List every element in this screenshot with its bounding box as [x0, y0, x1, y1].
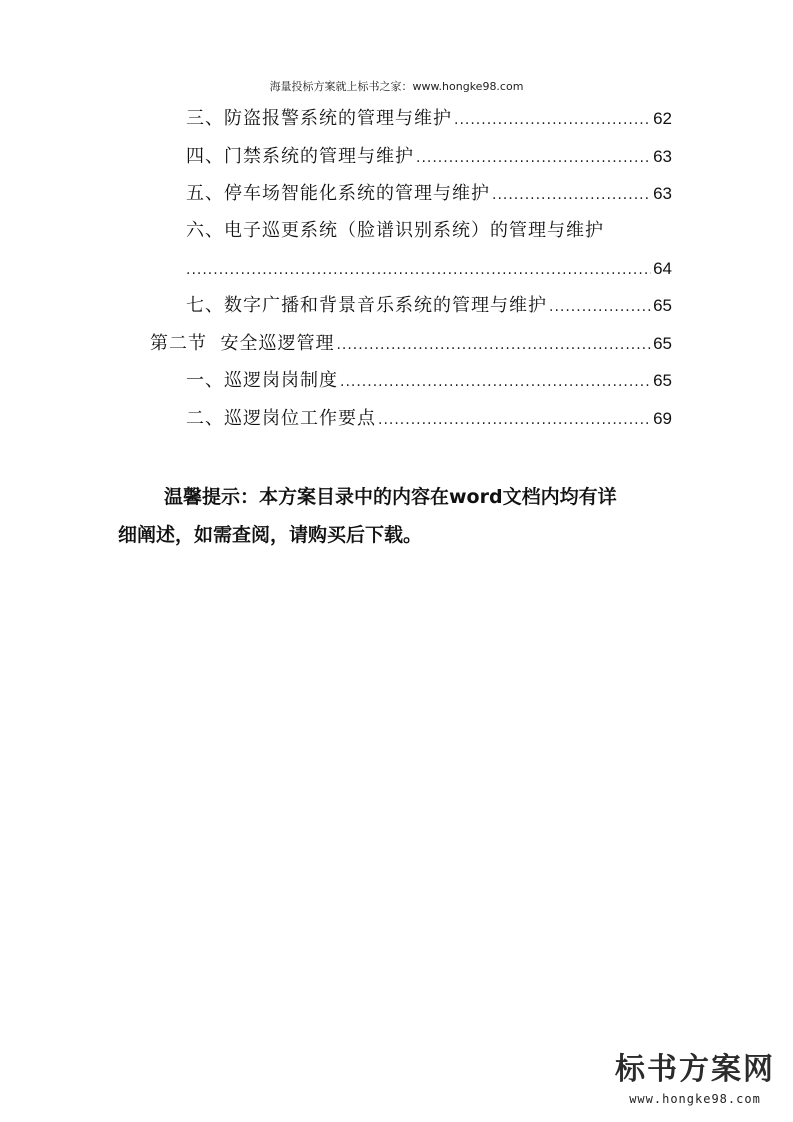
toc-entry-page: 65 [653, 334, 672, 353]
toc-leader-dots [416, 145, 651, 171]
toc-leader-dots [549, 294, 651, 320]
notice-line-2: 细阐述，如需查阅，请购买后下载。 [118, 524, 423, 546]
toc-entry[interactable] [186, 293, 672, 319]
toc-entry-label: 七、数字广播和背景音乐系统的管理与维护 [186, 295, 547, 316]
toc-entry-continuation[interactable] [186, 256, 672, 282]
toc-entry-page: 64 [653, 259, 672, 278]
brand-url: www.hongke98.com [629, 1092, 761, 1106]
toc-leader-dots [492, 182, 651, 208]
toc-leader-dots [336, 332, 651, 358]
toc-leader-dots [454, 107, 651, 133]
toc-entry-page: 62 [653, 109, 672, 128]
toc-entry[interactable] [186, 181, 672, 207]
toc-entry[interactable] [186, 368, 672, 394]
toc-entry-page: 65 [653, 296, 672, 315]
toc-entry[interactable] [186, 106, 672, 132]
toc-leader-dots [340, 369, 651, 395]
toc-entry[interactable] [186, 144, 672, 170]
toc-entry-label: 四、门禁系统的管理与维护 [186, 146, 414, 167]
toc-entry-page: 65 [653, 371, 672, 390]
download-notice [118, 478, 678, 554]
toc-entry-label: 一、巡逻岗岗制度 [186, 370, 338, 391]
toc-leader-dots [186, 257, 651, 283]
page-header-note: 海量投标方案就上标书之家：www.hongke98.com [269, 80, 524, 93]
toc-entry-label: 第二节 安全巡逻管理 [150, 333, 335, 354]
toc-section-entry[interactable] [150, 331, 672, 357]
toc-entry-label: 二、巡逻岗位工作要点 [186, 408, 376, 429]
toc-entry-page: 63 [653, 147, 672, 166]
toc-entry-label: 五、停车场智能化系统的管理与维护 [186, 183, 490, 204]
toc-entry-page: 69 [653, 409, 672, 428]
toc-leader-dots [378, 407, 651, 433]
toc-entry[interactable] [186, 406, 672, 432]
toc-entry-label: 三、防盗报警系统的管理与维护 [186, 108, 452, 129]
toc-entry-page: 63 [653, 184, 672, 203]
toc-entry-label-wrapped[interactable]: 六、电子巡更系统（脸谱识别系统）的管理与维护 [186, 220, 604, 241]
brand-title: 标书方案网 [615, 1052, 775, 1087]
brand-watermark [615, 1050, 775, 1108]
notice-line-1: 温馨提示：本方案目录中的内容在word文档内均有详 [164, 486, 617, 508]
